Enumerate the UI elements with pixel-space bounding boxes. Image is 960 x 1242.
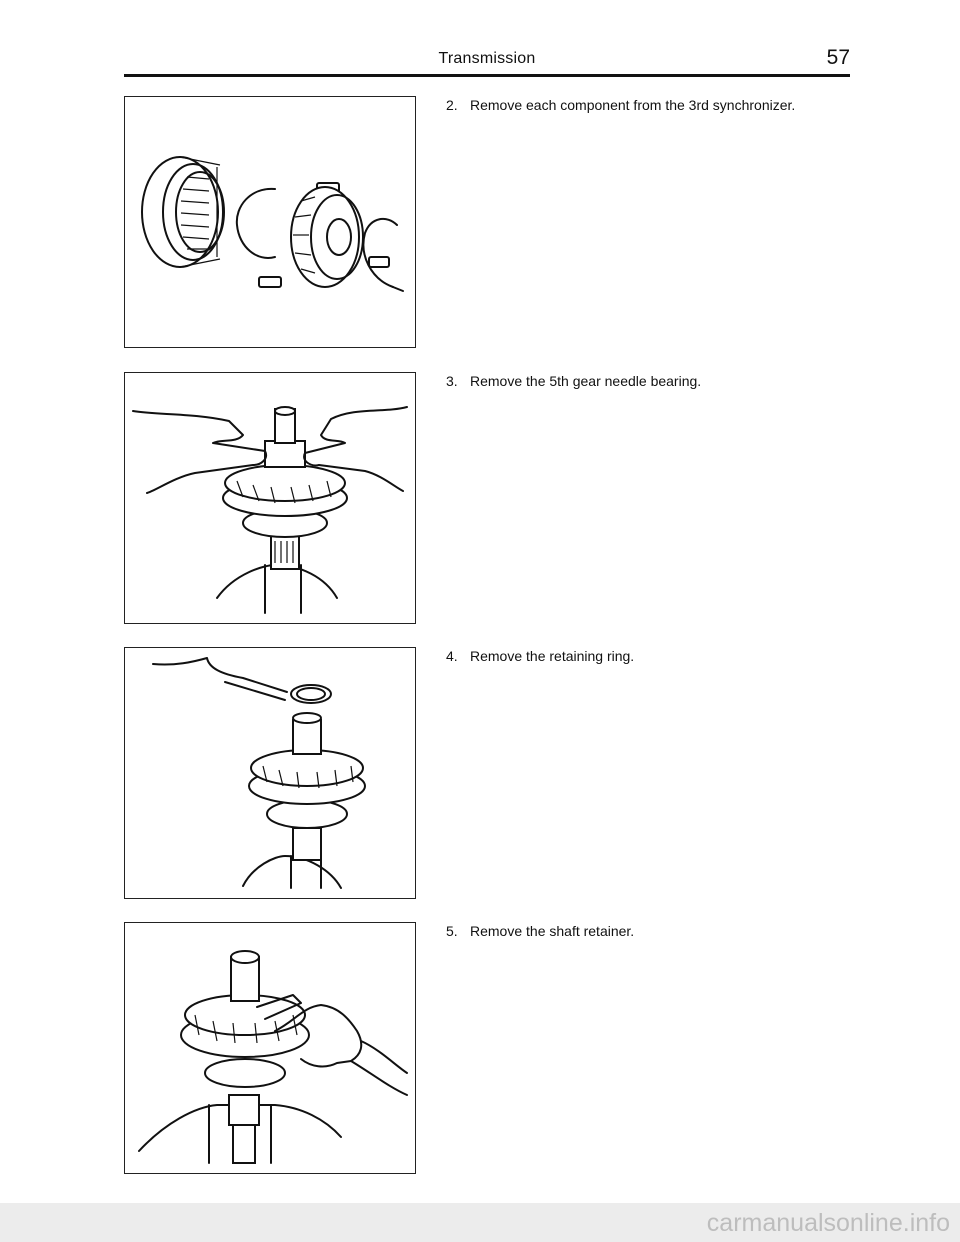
step-instruction: Remove the shaft retainer. [470,923,635,939]
exploded-synchronizer-drawing [125,97,415,347]
step-instruction: Remove the 5th gear needle bearing. [470,373,702,389]
step-instruction: Remove each component from the 3rd synchronizer. [470,97,796,113]
shaft-retainer-removal-illustration [124,922,416,1174]
step-2-text [446,96,795,114]
page-number: 57 [826,46,850,69]
hands-removing-bearing-drawing [125,373,415,623]
step-number: 3. [446,373,458,389]
page-header [124,48,850,77]
footer-bar [0,1203,960,1242]
section-title: Transmission [438,50,536,67]
retaining-ring-removal-illustration [124,647,416,899]
step-2 [124,96,850,348]
synchronizer-components-illustration [124,96,416,348]
step-instruction: Remove the retaining ring. [470,648,635,664]
step-number: 4. [446,648,458,664]
step-4-text [446,647,634,665]
step-5 [124,922,850,1174]
step-3 [124,372,850,624]
step-3-text [446,372,701,390]
step-number: 5. [446,923,458,939]
watermark: carmanualsonline.info [706,1209,950,1237]
needle-bearing-removal-illustration [124,372,416,624]
pliers-removing-ring-drawing [125,648,415,898]
hand-removing-retainer-drawing [125,923,415,1173]
step-5-text [446,922,634,940]
step-4 [124,647,850,899]
step-number: 2. [446,97,458,113]
